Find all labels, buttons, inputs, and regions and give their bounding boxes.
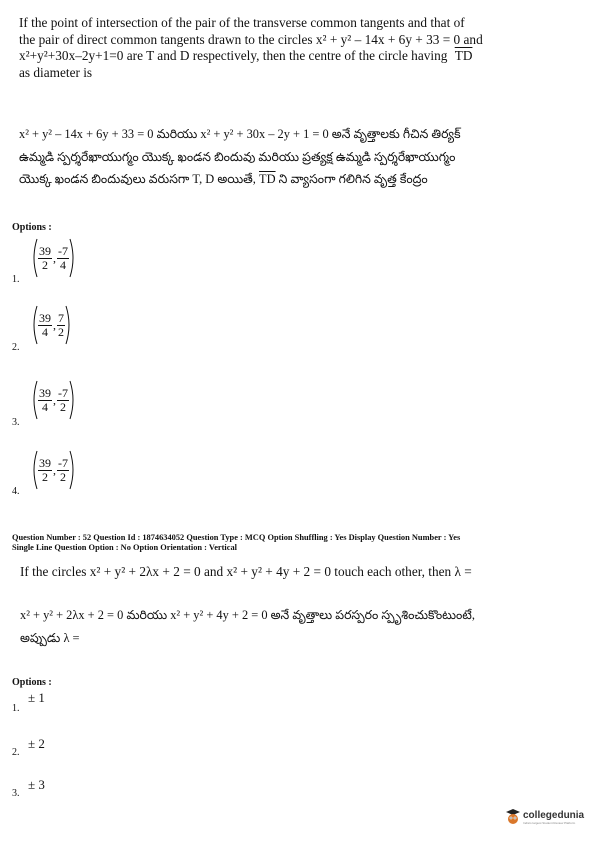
q2-option-1[interactable]: ± 1 1. <box>12 690 45 714</box>
q1-te-line-2: ఉమ్మడి స్పర్శరేఖాయుగ్మం యొక్క ఖండన బిందువు మరియు ప్రత్యక్ష ఉమ్మడి స్పర్శరేఖాయుగ్మం <box>19 149 456 164</box>
option-number: 3. <box>12 417 20 428</box>
q1-option-3[interactable]: $\frac{39}{4}$ , $\frac{-7}{2}$ 3. <box>12 380 77 420</box>
td-segment: $\overline{TD}$ <box>454 48 473 63</box>
q1-line-2: the pair of direct common tangents drawn to the circles x² + y² – 14x + 6y + 33 = 0 and <box>19 31 483 47</box>
q2-option-3[interactable]: ± 3 3. <box>12 777 45 799</box>
options-label: Options : <box>12 222 52 233</box>
q1-option-1[interactable]: $\frac{39}{2}$ , $\frac{-7}{4}$ 1. <box>12 238 77 278</box>
q1-te-line-3: యొక్క ఖండన బిందువులు వరుసగా T, D అయితే, $\overline{TD}$ ని వ్యాసంగా గలిగిన వృత్త కేంద్రం <box>19 172 428 186</box>
right-paren-icon <box>69 450 77 490</box>
right-paren-icon <box>69 380 77 420</box>
question-1-telugu <box>19 123 584 191</box>
question-2-text: If the circles x² + y² + 2λx + 2 = 0 and x² + y² + 4y + 2 = 0 touch each other, then λ = <box>20 564 472 579</box>
right-paren-icon <box>65 305 73 345</box>
logo-text: collegedunia <box>523 809 585 821</box>
right-paren-icon <box>69 238 77 278</box>
q1-option-4[interactable]: $\frac{39}{2}$ , $\frac{-7}{2}$ 4. <box>12 450 77 490</box>
graduate-owl-icon <box>505 808 521 826</box>
q2-option-2[interactable]: ± 2 2. <box>12 736 45 758</box>
left-paren-icon <box>30 238 38 278</box>
question-2-telugu: x² + y² + 2λx + 2 = 0 మరియు x² + y² + 4y + 2 = 0 అనే వృత్తాలు పరస్పరం స్పృశించుకొంటుంటే, అప్పుడు λ = <box>20 608 475 645</box>
left-paren-icon <box>30 450 38 490</box>
td-segment-te: $\overline{TD}$ <box>259 172 276 186</box>
option-number: 2. <box>12 342 20 353</box>
question-1-text <box>19 15 579 81</box>
question-meta: Question Number : 52 Question Id : 1874634052 Question Type : MCQ Option Shuffling : Yes Display Question Number : Yes Single Line Question Option : No Option Orientation : Vertical <box>12 533 461 552</box>
q1-te-line-1: x² + y² – 14x + 6y + 33 = 0 మరియు x² + y² + 30x – 2y + 1 = 0 అనే వృత్తాలకు గీచిన తిర్యక్ <box>19 127 461 141</box>
logo-tagline: India's largest Student Review Platform <box>523 820 576 825</box>
q1-line-4: as diameter is <box>19 64 93 80</box>
collegedunia-logo <box>505 808 584 826</box>
options-label: Options : <box>12 677 52 688</box>
left-paren-icon <box>30 380 38 420</box>
q1-option-2[interactable]: $\frac{39}{4}$ , $\frac{7}{2}$ 2. <box>12 305 73 345</box>
q1-line-3: x²+y²+30x–2y+1=0 are T and D respectively, then the centre of the circle having $\overline{TD}$ <box>19 48 473 63</box>
q1-line-1: If the point of intersection of the pair of the transverse common tangents and that of <box>19 15 465 30</box>
option-number: 4. <box>12 486 20 497</box>
option-number: 1. <box>12 274 20 285</box>
left-paren-icon <box>30 305 38 345</box>
